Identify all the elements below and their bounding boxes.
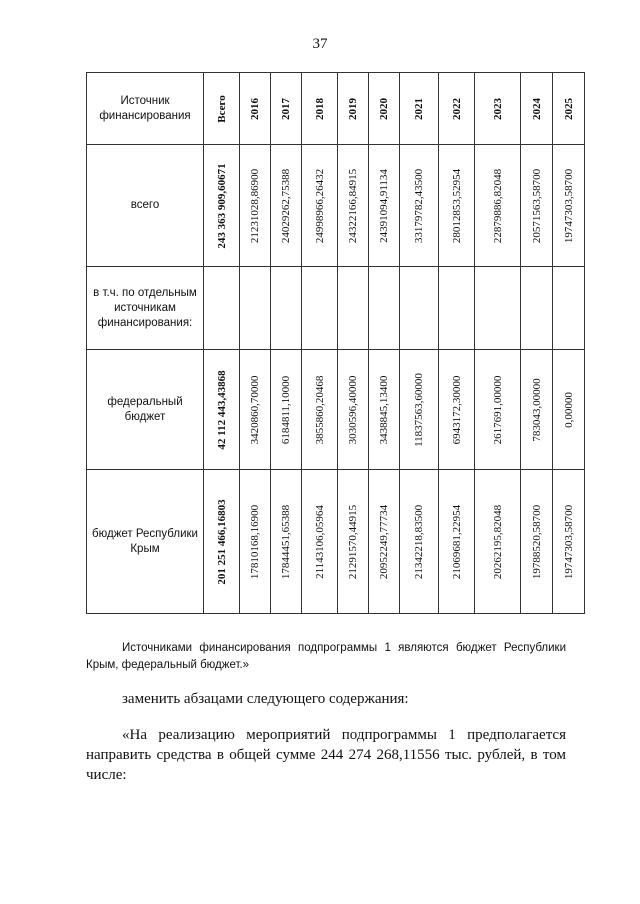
header-year: 2025 bbox=[562, 97, 575, 120]
header-total-cell bbox=[204, 73, 240, 145]
year-value: 19788520,58700 bbox=[530, 504, 543, 579]
header-year: 2018 bbox=[313, 97, 326, 120]
value-cell bbox=[240, 267, 271, 350]
year-value: 20571563,58700 bbox=[530, 168, 543, 243]
value-cell bbox=[204, 350, 240, 470]
year-value: 20262195,82048 bbox=[491, 504, 504, 579]
value-cell bbox=[338, 350, 369, 470]
year-value: 3030596,40000 bbox=[347, 375, 359, 444]
row-label: федеральный бюджет bbox=[87, 350, 204, 470]
header-year: 2021 bbox=[413, 97, 425, 120]
total-value: 201 251 466,16803 bbox=[215, 498, 228, 585]
value-cell bbox=[240, 145, 271, 267]
value-cell bbox=[369, 145, 400, 267]
year-value: 24029262,75388 bbox=[280, 168, 292, 243]
new-text-paragraph: «На реализацию мероприятий подпрограммы 1 предполагается направить средства в общей сумме 244 274 268,11556 тыс. рублей, в том числе: bbox=[86, 727, 566, 783]
value-cell bbox=[369, 267, 400, 350]
value-cell bbox=[204, 470, 240, 614]
year-value: 3855860,20468 bbox=[313, 375, 326, 444]
value-cell bbox=[338, 145, 369, 267]
value-cell bbox=[475, 267, 521, 350]
value-cell bbox=[553, 470, 585, 614]
header-source-cell: Источник финансирования bbox=[87, 73, 204, 145]
row-label: всего bbox=[87, 145, 204, 267]
year-value: 21342218,83500 bbox=[413, 504, 425, 579]
value-cell bbox=[271, 267, 302, 350]
financing-sources-paragraph: Источниками финансирования подпрограммы 1 являются бюджет Республики Крым, федеральный бюджет.» bbox=[86, 641, 566, 671]
value-cell bbox=[400, 470, 439, 614]
value-cell bbox=[400, 267, 439, 350]
year-value: 28012853,52954 bbox=[450, 168, 463, 243]
value-cell bbox=[204, 267, 240, 350]
value-cell bbox=[400, 145, 439, 267]
page-number: 37 bbox=[312, 36, 328, 52]
year-value: 11837563,60000 bbox=[413, 372, 425, 447]
header-year-cell bbox=[369, 73, 400, 145]
header-year: 2019 bbox=[347, 97, 359, 120]
value-cell bbox=[553, 267, 585, 350]
year-value: 22879886,82048 bbox=[491, 168, 504, 243]
value-cell bbox=[521, 470, 553, 614]
value-cell bbox=[271, 145, 302, 267]
replace-instruction-paragraph: заменить абзацами следующего содержания: bbox=[122, 691, 409, 707]
header-year-cell bbox=[240, 73, 271, 145]
year-value: 0,00000 bbox=[562, 391, 575, 428]
header-year: 2016 bbox=[249, 97, 261, 120]
value-cell bbox=[439, 267, 475, 350]
value-cell bbox=[400, 350, 439, 470]
value-cell bbox=[338, 267, 369, 350]
header-year-cell bbox=[400, 73, 439, 145]
value-cell bbox=[553, 145, 585, 267]
header-year-cell bbox=[553, 73, 585, 145]
financing-table bbox=[86, 72, 585, 614]
header-year-cell bbox=[271, 73, 302, 145]
year-value: 24998966,26432 bbox=[313, 168, 326, 243]
value-cell bbox=[475, 350, 521, 470]
table-row bbox=[87, 470, 585, 614]
value-cell bbox=[302, 470, 338, 614]
year-value: 21069681,22954 bbox=[450, 504, 463, 579]
year-value: 24322166,84915 bbox=[347, 168, 359, 243]
table-row bbox=[87, 145, 585, 267]
year-value: 6943172,30000 bbox=[450, 375, 463, 444]
year-value: 17844451,65388 bbox=[280, 504, 292, 579]
value-cell bbox=[240, 350, 271, 470]
year-value: 19747303,58700 bbox=[562, 504, 575, 579]
header-year-cell bbox=[439, 73, 475, 145]
header-row bbox=[87, 73, 585, 145]
value-cell bbox=[302, 350, 338, 470]
year-value: 21231028,86900 bbox=[249, 168, 261, 243]
row-label: в т.ч. по отдельным источникам финансирования: bbox=[87, 267, 204, 350]
total-value: 42 112 443,43868 bbox=[215, 369, 228, 450]
table-row bbox=[87, 350, 585, 470]
year-value: 19747303,58700 bbox=[562, 168, 575, 243]
header-year: 2017 bbox=[280, 97, 292, 120]
value-cell bbox=[439, 470, 475, 614]
value-cell bbox=[475, 145, 521, 267]
value-cell bbox=[439, 145, 475, 267]
value-cell bbox=[521, 350, 553, 470]
total-value: 243 363 909,60671 bbox=[215, 162, 228, 249]
year-value: 17810168,16900 bbox=[249, 504, 261, 579]
value-cell bbox=[271, 470, 302, 614]
year-value: 3420860,70000 bbox=[249, 375, 261, 444]
value-cell bbox=[240, 470, 271, 614]
value-cell bbox=[553, 350, 585, 470]
header-year: 2024 bbox=[530, 97, 543, 120]
year-value: 20952249,77734 bbox=[378, 504, 390, 579]
header-year-cell bbox=[475, 73, 521, 145]
year-value: 24391094,91134 bbox=[378, 168, 390, 243]
header-year-cell bbox=[302, 73, 338, 145]
year-value: 6184811,10000 bbox=[280, 375, 292, 444]
table-row bbox=[87, 267, 585, 350]
row-label: бюджет Республики Крым bbox=[87, 470, 204, 614]
value-cell bbox=[521, 267, 553, 350]
value-cell bbox=[369, 350, 400, 470]
value-cell bbox=[369, 470, 400, 614]
value-cell bbox=[475, 470, 521, 614]
value-cell bbox=[271, 350, 302, 470]
header-year: 2023 bbox=[491, 97, 504, 120]
value-cell bbox=[204, 145, 240, 267]
value-cell bbox=[302, 267, 338, 350]
year-value: 783043,00000 bbox=[530, 377, 543, 442]
year-value: 3438845,13400 bbox=[378, 375, 390, 444]
year-value: 21143106,05964 bbox=[313, 504, 326, 579]
year-value: 21291570,44915 bbox=[347, 504, 359, 579]
header-year: 2020 bbox=[378, 97, 390, 120]
value-cell bbox=[521, 145, 553, 267]
header-year: 2022 bbox=[450, 97, 463, 120]
year-value: 2617691,00000 bbox=[491, 375, 504, 444]
header-total: Всего bbox=[215, 94, 228, 123]
year-value: 33179782,43500 bbox=[413, 168, 425, 243]
value-cell bbox=[338, 470, 369, 614]
value-cell bbox=[439, 350, 475, 470]
value-cell bbox=[302, 145, 338, 267]
header-year-cell bbox=[521, 73, 553, 145]
header-year-cell bbox=[338, 73, 369, 145]
